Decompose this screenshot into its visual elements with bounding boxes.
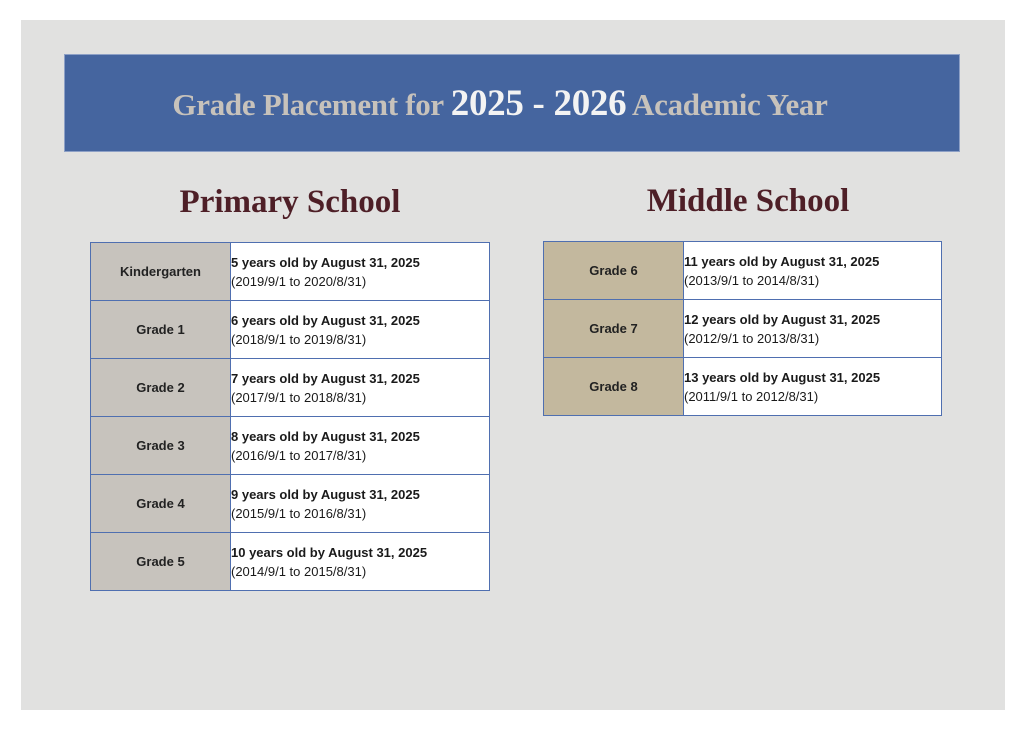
age-requirement: 11 years old by August 31, 2025 (684, 253, 880, 269)
age-cell (231, 417, 490, 475)
age-requirement: 5 years old by August 31, 2025 (231, 254, 420, 270)
birth-date-range: (2019/9/1 to 2020/8/31) (231, 273, 367, 289)
birth-date-range: (2011/9/1 to 2012/8/31) (684, 388, 819, 404)
birth-date-range: (2017/9/1 to 2018/8/31) (231, 389, 367, 405)
table-row (91, 243, 490, 301)
primary-school-heading: Primary School (179, 184, 401, 220)
primary-school-table (90, 242, 490, 591)
table-row (91, 475, 490, 533)
middle-school-table (543, 241, 942, 416)
birth-date-range: (2018/9/1 to 2019/8/31) (231, 331, 367, 347)
grade-cell: Grade 2 (91, 359, 231, 417)
age-cell (231, 533, 490, 591)
grade-cell: Grade 3 (91, 417, 231, 475)
title-years: 2025 - 2026 (450, 82, 627, 124)
birth-date-range: (2015/9/1 to 2016/8/31) (231, 505, 367, 521)
table-row (91, 533, 490, 591)
birth-date-range: (2016/9/1 to 2017/8/31) (231, 447, 367, 463)
birth-date-range: (2012/9/1 to 2013/8/31) (684, 330, 820, 346)
title-suffix: Academic Year (626, 86, 828, 122)
birth-date-range: (2014/9/1 to 2015/8/31) (231, 563, 367, 579)
title-prefix: Grade Placement for (172, 86, 451, 122)
page-title (172, 82, 827, 125)
grade-cell: Grade 6 (544, 242, 684, 300)
age-cell (684, 242, 942, 300)
age-cell (684, 358, 942, 416)
grade-cell: Grade 5 (91, 533, 231, 591)
age-requirement: 13 years old by August 31, 2025 (684, 369, 881, 385)
age-requirement: 8 years old by August 31, 2025 (231, 428, 420, 444)
age-requirement: 9 years old by August 31, 2025 (231, 486, 420, 502)
age-cell (231, 475, 490, 533)
age-requirement: 10 years old by August 31, 2025 (231, 544, 428, 560)
age-cell (231, 359, 490, 417)
table-row (544, 358, 942, 416)
grade-cell: Grade 1 (91, 301, 231, 359)
age-cell (231, 243, 490, 301)
age-requirement: 7 years old by August 31, 2025 (231, 370, 420, 386)
grade-cell: Kindergarten (91, 243, 231, 301)
table-row (91, 417, 490, 475)
age-requirement: 6 years old by August 31, 2025 (231, 312, 420, 328)
age-cell (684, 300, 942, 358)
age-requirement: 12 years old by August 31, 2025 (684, 311, 881, 327)
table-row (91, 301, 490, 359)
table-row (544, 242, 942, 300)
grade-cell: Grade 8 (544, 358, 684, 416)
grade-cell: Grade 4 (91, 475, 231, 533)
age-cell (231, 301, 490, 359)
middle-school-heading: Middle School (646, 183, 850, 219)
table-row (544, 300, 942, 358)
title-banner (64, 54, 960, 152)
grade-cell: Grade 7 (544, 300, 684, 358)
birth-date-range: (2013/9/1 to 2014/8/31) (684, 272, 820, 288)
table-row (91, 359, 490, 417)
